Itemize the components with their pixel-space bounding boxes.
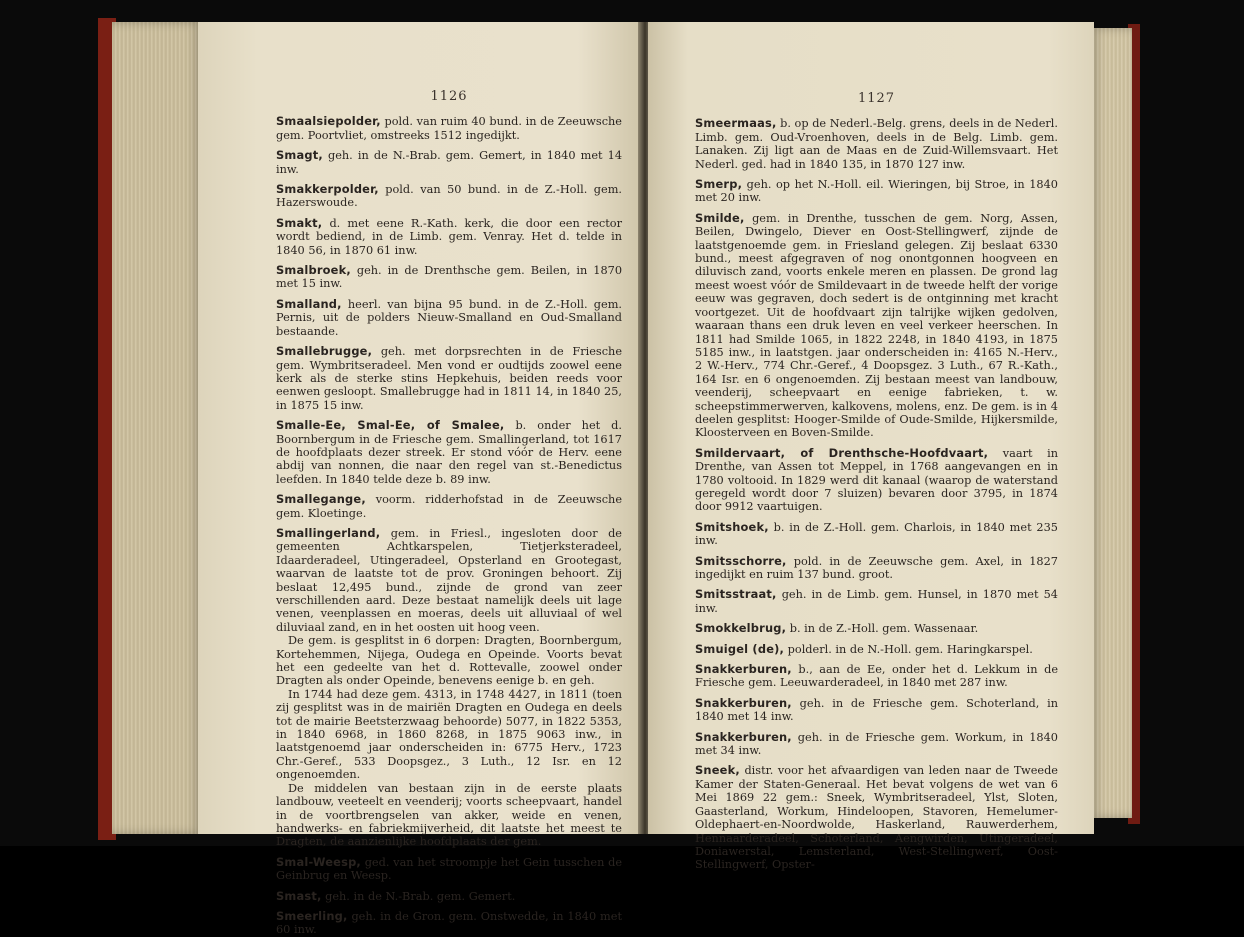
entry-paragraph bbox=[276, 419, 622, 486]
entry-text: geh. in de N.-Brab. gem. Gemert, in 1840 met 14 inw. bbox=[276, 149, 623, 176]
entry-text: pold. in de Zeeuwsche gem. Axel, in 1827 ingedijkt en ruim 137 bund. groot. bbox=[695, 554, 1058, 581]
dictionary-entry bbox=[276, 493, 622, 520]
entry-paragraph bbox=[695, 663, 1058, 690]
entry-paragraph bbox=[695, 447, 1058, 514]
dictionary-entry bbox=[276, 264, 622, 291]
entry-headword: Smallebrugge, bbox=[276, 344, 373, 359]
entry-headword: Smagt, bbox=[276, 148, 323, 163]
entry-paragraph bbox=[276, 527, 622, 634]
entry-text: vaart in Drenthe, van Assen tot Meppel, in 1768 aangevangen en in 1780 voltooid. In 1829 werd dit kanaal (waarop de waterstand geregeld wordt door 7 sluizen) bevaren door 3795, in 1874 door 9912 vaartuigen. bbox=[695, 446, 1058, 514]
dictionary-entry bbox=[276, 217, 622, 257]
entry-headword: Smitsstraat, bbox=[695, 587, 777, 602]
entry-headword: Smakt, bbox=[276, 215, 323, 230]
entry-paragraph bbox=[276, 115, 622, 142]
entry-text: pold. van ruim 40 bund. in de Zeeuwsche gem. Poortvliet, omstreeks 1512 ingedijkt. bbox=[276, 115, 622, 142]
entry-headword: Smalbroek, bbox=[276, 263, 351, 278]
entry-list bbox=[695, 117, 1058, 871]
entry-paragraph bbox=[276, 264, 622, 291]
entry-text: geh. in de Drenthsche gem. Beilen, in 1870 met 15 inw. bbox=[276, 264, 623, 291]
entry-text: geh. in de Limb. gem. Hunsel, in 1870 met 54 inw. bbox=[695, 588, 1058, 615]
entry-text: geh. in de Gron. gem. Onstwedde, in 1840 met 60 inw. bbox=[276, 909, 622, 937]
entry-paragraph bbox=[276, 217, 622, 257]
dictionary-entry bbox=[276, 183, 622, 210]
dictionary-entry bbox=[695, 622, 1058, 635]
entry-headword: Smitshoek, bbox=[695, 519, 769, 534]
page-number: 1127 bbox=[857, 91, 896, 106]
dictionary-entry bbox=[695, 663, 1058, 690]
dictionary-entry bbox=[695, 643, 1058, 656]
page-edges-left bbox=[112, 22, 202, 834]
entry-paragraph bbox=[276, 910, 622, 937]
entry-paragraph bbox=[276, 149, 622, 176]
entry-text: geh. op het N.-Holl. eil. Wieringen, bij Stroe, in 1840 met 20 inw. bbox=[695, 178, 1058, 205]
entry-paragraph bbox=[695, 555, 1058, 582]
entry-text: polderl. in de N.-Holl. gem. Haringkarspel. bbox=[787, 642, 1033, 656]
entry-text: geh. in de Friesche gem. Workum, in 1840 met 34 inw. bbox=[695, 730, 1058, 758]
entry-text: geh. in de Friesche gem. Schoterland, in 1840 met 14 inw. bbox=[695, 696, 1058, 724]
entry-text: distr. voor het afvaardigen van leden naar de Tweede Kamer der Staten-Generaal. Het bevat volgens de wet van 6 Mei 1869 22 gem.: Sneek, Wymbritseradeel, Ylst, Sloten, Gaasterland, Workum, Hindeloopen, Stavoren, Hemelumer-Oldephaert-en-Noordwolde, Haskerland, Rauwerderhem, Hennaarderadeel, Schoterland, Aengwirden, Utingeradeel, Doniawerstal, Lemsterland, West-Stellingwerf, Oost-Stellingwerf, Opster- bbox=[695, 764, 1058, 872]
entry-paragraph bbox=[276, 493, 622, 520]
entry-headword: Smal-Weesp, bbox=[276, 854, 361, 869]
entry-headword: Smitsschorre, bbox=[695, 553, 787, 568]
entry-paragraph bbox=[276, 782, 622, 849]
entry-text: gem. in Drenthe, tusschen de gem. Norg, Assen, Beilen, Dwingelo, Diever en Oost-Stellingwerf, zijnde de laatstgenoemde gem. in Friesland gelegen. Zij beslaat 6330 bund., meest afgegraven of nog onontgonnen hoogveen en diluvisch zand, voorts enkele meren en plassen. De grond lag meest woest vóór de Smildevaart in de tweede helft der vorige eeuw was gegraven, doch sedert is de ontginning met kracht voortgezet. Uit de hoofdvaart zijn talrijke wijken gedolven, waaraan thans een druk leven en veel verkeer heerschen. In 1811 had Smilde 1065, in 1822 2248, in 1840 4193, in 1875 5185 inw., in laatstgen. jaar onderscheiden in: 4165 N.-Herv., 2 W.-Herv., 774 Chr.-Geref., 4 Doopsgez. 3 Luth., 67 R.-Kath., 164 Isr. en 6 ongenoemden. Zij bestaan meest van landbouw, veenderij, scheepvaart en eenige fabrieken, t. w. scheepstimmerwerven, kalkovens, molens, enz. De gem. is in 4 deelen gesplitst: Hooger-Smilde of Oude-Smilde, Hijkersmilde, Kloosterveen en Boven-Smilde. bbox=[695, 211, 1058, 440]
dictionary-entry bbox=[276, 345, 622, 412]
entry-text: b., aan de Ee, onder het d. Lekkum in de Friesche gem. Leeuwarderadeel, in 1840 met 287 inw. bbox=[695, 663, 1059, 690]
entry-paragraph bbox=[276, 634, 622, 688]
entry-paragraph bbox=[695, 117, 1058, 171]
entry-paragraph bbox=[695, 212, 1058, 440]
dictionary-entry bbox=[695, 764, 1058, 871]
entry-paragraph bbox=[276, 890, 622, 903]
entry-paragraph bbox=[695, 643, 1058, 656]
entry-text: pold. van 50 bund. in de Z.-Holl. gem. Hazerswoude. bbox=[276, 183, 622, 210]
entry-headword: Smeermaas, bbox=[695, 116, 777, 131]
dictionary-entry bbox=[276, 527, 622, 849]
entry-paragraph bbox=[276, 688, 622, 782]
entry-paragraph bbox=[276, 183, 622, 210]
entry-headword: Smokkelbrug, bbox=[695, 621, 787, 636]
entry-text: De gem. is gesplitst in 6 dorpen: Dragten, Boornbergum, Kortehemmen, Nijega, Oudega en Opeinde. Voorts bevat het een gedeelte van het d. Rottevalle, zoowel onder Dragten als onder Opeinde, benevens eenige b. en geh. bbox=[276, 634, 622, 688]
dictionary-entry bbox=[276, 856, 622, 883]
dictionary-entry bbox=[695, 117, 1058, 171]
entry-headword: Smeerling, bbox=[276, 908, 348, 923]
dictionary-entry bbox=[695, 555, 1058, 582]
entry-headword: Smallegange, bbox=[276, 492, 366, 507]
entry-paragraph bbox=[276, 298, 622, 338]
entry-headword: Smallingerland, bbox=[276, 525, 381, 540]
entry-headword: Smalland, bbox=[276, 296, 342, 311]
dictionary-entry bbox=[276, 910, 622, 937]
entry-headword: Smakkerpolder, bbox=[276, 182, 379, 197]
entry-text: heerl. van bijna 95 bund. in de Z.-Holl. gem. Pernis, uit de polders Nieuw-Smalland en Oud-Smalland bestaande. bbox=[276, 297, 622, 338]
entry-headword: Smaalsiepolder, bbox=[276, 114, 381, 129]
dictionary-entry bbox=[276, 419, 622, 486]
entry-paragraph bbox=[695, 697, 1058, 724]
entry-paragraph bbox=[695, 764, 1058, 871]
dictionary-entry bbox=[695, 521, 1058, 548]
entry-headword: Snakkerburen, bbox=[695, 729, 792, 744]
dictionary-entry bbox=[695, 447, 1058, 514]
dictionary-entry bbox=[695, 212, 1058, 440]
entry-headword: Sneek, bbox=[695, 763, 740, 778]
entry-text: b. in de Z.-Holl. gem. Charlois, in 1840 met 235 inw. bbox=[695, 520, 1058, 548]
dictionary-entry bbox=[695, 588, 1058, 615]
dictionary-entry bbox=[276, 890, 622, 903]
entry-headword: Smast, bbox=[276, 888, 322, 903]
entry-headword: Smilde, bbox=[695, 210, 745, 225]
entry-headword: Snakkerburen, bbox=[695, 662, 792, 677]
entry-paragraph bbox=[695, 521, 1058, 548]
dictionary-entry bbox=[695, 178, 1058, 205]
entry-headword: Smuigel (de), bbox=[695, 641, 785, 656]
entry-headword: Smildervaart, of Drenthsche-Hoofdvaart, bbox=[695, 445, 989, 460]
dictionary-entry bbox=[276, 298, 622, 338]
left-page bbox=[198, 22, 642, 937]
entry-text: In 1744 had deze gem. 4313, in 1748 4427, in 1811 (toen zij gesplitst was in de mairiën Dragten en Oudega en deels tot de mairie Beetsterzwaag behoorde) 5077, in 1822 5353, in 1840 6968, in 1860 8268, in 1875 9063 inw., in laatstgenoemd jaar onderscheiden in: 6775 Herv., 1723 Chr.-Geref., 533 Doopsgez., 3 Luth., 12 Isr. en 12 ongenoemden. bbox=[276, 687, 622, 782]
dictionary-entry bbox=[695, 731, 1058, 758]
entry-paragraph bbox=[695, 178, 1058, 205]
entry-text: b. op de Nederl.-Belg. grens, deels in de Nederl. Limb. gem. Oud-Vroenhoven, deels in de Belg. Limb. gem. Lanaken. Zij ligt aan de Maas en de Zuid-Willemsvaart. Het Nederl. ged. had in 1840 135, in 1870 127 inw. bbox=[695, 117, 1059, 171]
entry-text: b. onder het d. Boornbergum in de Friesche gem. Smallingerland, tot 1617 de hoofdplaats dezer streek. Er stond vóór de Herv. eene abdij van nonnen, die naar den regel van st.-Benedictus leefden. In 1840 telde deze b. 89 inw. bbox=[276, 419, 622, 486]
page-number: 1126 bbox=[430, 89, 468, 104]
entry-text: geh. met dorpsrechten in de Friesche gem. Wymbritseradeel. Men vond er oudtijds zoowel eene kerk als de sterke stins Hepkehuis, beiden reeds voor eenwen gesloopt. Smallebrugge had in 1811 14, in 1840 25, in 1875 15 inw. bbox=[276, 345, 622, 412]
entry-paragraph bbox=[695, 622, 1058, 635]
dictionary-entry bbox=[695, 697, 1058, 724]
entry-text: De middelen van bestaan zijn in de eerste plaats landbouw, veeteelt en veenderij; voorts scheepvaart, handel in de voortbrengselen van akker, weide en venen, handwerks- en fabriekmijverheid, dit laatste het meest te Dragten, de aanzienlijke hoofdplaats der gem. bbox=[276, 781, 622, 849]
entry-text: voorm. ridderhofstad in de Zeeuwsche gem. Kloetinge. bbox=[276, 493, 623, 520]
entry-text: gem. in Friesl., ingesloten door de gemeenten Achtkarspelen, Tietjerksteradeel, Idaarderadeel, Utingeradeel, Opsterland en Grootegast, waarvan de laatste tot de prov. Groningen behoort. Zij beslaat 12,495 bund., zijnde de grond van zeer verschillenden aard. Deze bestaat namelijk deels uit lage venen, veenplassen en moeras, deels uit alluviaal of wel diluviaal zand, en in het oosten uit hoog veen. bbox=[276, 526, 622, 634]
entry-list bbox=[276, 115, 622, 936]
dictionary-entry bbox=[276, 149, 622, 176]
entry-paragraph bbox=[276, 345, 622, 412]
entry-headword: Snakkerburen, bbox=[695, 695, 792, 710]
entry-paragraph bbox=[695, 731, 1058, 758]
right-page bbox=[648, 22, 1094, 872]
entry-headword: Smerp, bbox=[695, 177, 743, 192]
page-edges-right bbox=[1090, 28, 1132, 818]
entry-text: ged. van het stroompje het Gein tusschen de Geinbrug en Weesp. bbox=[276, 855, 623, 883]
entry-text: geh. in de N.-Brab. gem. Gemert. bbox=[325, 889, 516, 903]
entry-text: b. in de Z.-Holl. gem. Wassenaar. bbox=[789, 622, 979, 636]
dictionary-entry bbox=[276, 115, 622, 142]
entry-text: d. met eene R.-Kath. kerk, die door een rector wordt bediend, in de Limb. gem. Venray. Het d. telde in 1840 56, in 1870 61 inw. bbox=[276, 216, 623, 257]
entry-headword: Smalle-Ee, Smal-Ee, of Smalee, bbox=[276, 418, 505, 433]
entry-paragraph bbox=[695, 588, 1058, 615]
entry-paragraph bbox=[276, 856, 622, 883]
